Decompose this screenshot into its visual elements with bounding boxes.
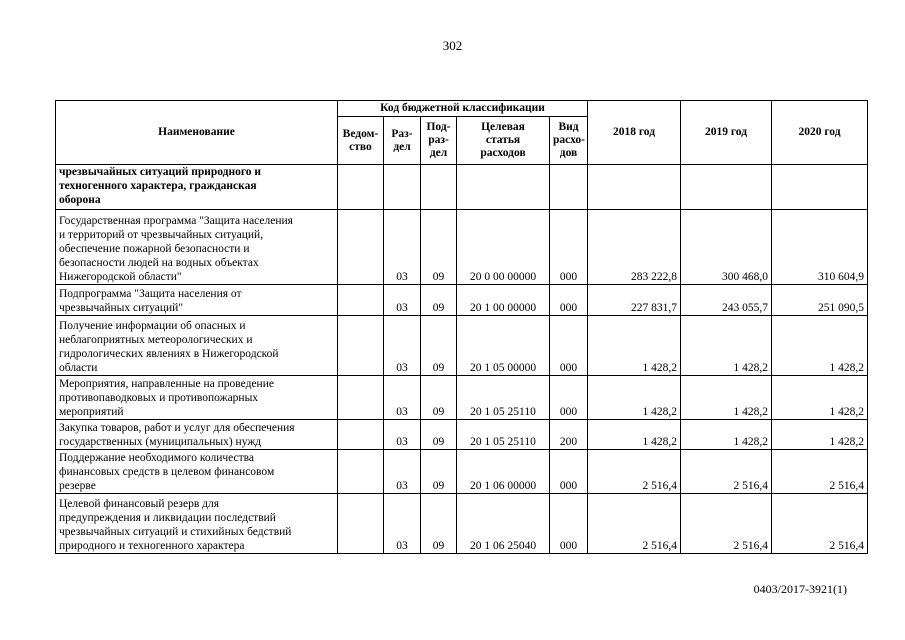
target-article-cell: 20 1 06 00000 — [457, 450, 550, 494]
expense-type-cell: 000 — [550, 494, 588, 554]
table-row — [56, 165, 868, 210]
table-row — [56, 494, 868, 554]
budget-table — [55, 100, 868, 554]
expense-type-cell: 000 — [550, 450, 588, 494]
podrazdel-cell — [421, 165, 457, 210]
amount-2019-cell: 243 055,7 — [681, 285, 772, 316]
razdel-cell: 03 — [384, 210, 421, 285]
podrazdel-cell: 09 — [421, 494, 457, 554]
expense-type-cell: 000 — [550, 376, 588, 420]
target-article-cell: 20 0 00 00000 — [457, 210, 550, 285]
amount-2020-cell: 1 428,2 — [772, 376, 868, 420]
table-body — [56, 165, 868, 554]
amount-2020-cell: 1 428,2 — [772, 316, 868, 376]
row-name-cell: Получение информации об опасных и неблагоприятных метеорологических и гидрологических явлениях в Нижегородской области — [56, 316, 338, 376]
razdel-cell: 03 — [384, 450, 421, 494]
amount-2019-cell: 2 516,4 — [681, 494, 772, 554]
amount-2018-cell — [588, 165, 681, 210]
header-2020: 2020 год — [772, 101, 868, 165]
expense-type-cell: 000 — [550, 316, 588, 376]
razdel-cell: 03 — [384, 376, 421, 420]
vedomstvo-cell — [338, 165, 384, 210]
razdel-cell: 03 — [384, 420, 421, 450]
razdel-cell — [384, 165, 421, 210]
target-article-cell: 20 1 05 25110 — [457, 376, 550, 420]
target-article-cell: 20 1 06 25040 — [457, 494, 550, 554]
expense-type-cell: 200 — [550, 420, 588, 450]
vedomstvo-cell — [338, 316, 384, 376]
target-article-cell: 20 1 05 25110 — [457, 420, 550, 450]
amount-2018-cell: 2 516,4 — [588, 450, 681, 494]
amount-2020-cell — [772, 165, 868, 210]
razdel-cell: 03 — [384, 494, 421, 554]
amount-2018-cell: 1 428,2 — [588, 420, 681, 450]
amount-2020-cell: 2 516,4 — [772, 494, 868, 554]
row-name-cell: Целевой финансовый резерв для предупреждения и ликвидации последствий чрезвычайных ситуаций и стихийных бедствий природного и техногенного характера — [56, 494, 338, 554]
vedomstvo-cell — [338, 420, 384, 450]
header-2019: 2019 год — [681, 101, 772, 165]
amount-2018-cell: 2 516,4 — [588, 494, 681, 554]
amount-2018-cell: 227 831,7 — [588, 285, 681, 316]
target-article-cell: 20 1 00 00000 — [457, 285, 550, 316]
header-expense-type: Вид расхо- дов — [550, 117, 588, 165]
header-razdel: Раз- дел — [384, 117, 421, 165]
table-header — [56, 101, 868, 165]
header-classification-group: Код бюджетной классификации — [338, 101, 588, 117]
amount-2019-cell: 1 428,2 — [681, 420, 772, 450]
vedomstvo-cell — [338, 210, 384, 285]
table-row — [56, 450, 868, 494]
header-target-article: Целевая статья расходов — [457, 117, 550, 165]
header-2018: 2018 год — [588, 101, 681, 165]
target-article-cell: 20 1 05 00000 — [457, 316, 550, 376]
amount-2018-cell: 283 222,8 — [588, 210, 681, 285]
amount-2019-cell: 1 428,2 — [681, 376, 772, 420]
row-name-cell: Мероприятия, направленные на проведение противопаводковых и противопожарных мероприятий — [56, 376, 338, 420]
expense-type-cell: 000 — [550, 210, 588, 285]
vedomstvo-cell — [338, 494, 384, 554]
row-name-cell: чрезвычайных ситуаций природного и техногенного характера, гражданская оборона — [56, 165, 338, 210]
row-name-cell: Подпрограмма "Защита населения от чрезвычайных ситуаций" — [56, 285, 338, 316]
table-row — [56, 210, 868, 285]
expense-type-cell: 000 — [550, 285, 588, 316]
amount-2020-cell: 310 604,9 — [772, 210, 868, 285]
vedomstvo-cell — [338, 450, 384, 494]
podrazdel-cell: 09 — [421, 376, 457, 420]
row-name-cell: Закупка товаров, работ и услуг для обеспечения государственных (муниципальных) нужд — [56, 420, 338, 450]
amount-2018-cell: 1 428,2 — [588, 376, 681, 420]
amount-2018-cell: 1 428,2 — [588, 316, 681, 376]
podrazdel-cell: 09 — [421, 285, 457, 316]
header-podrazdel: Под- раз- дел — [421, 117, 457, 165]
amount-2020-cell: 2 516,4 — [772, 450, 868, 494]
vedomstvo-cell — [338, 376, 384, 420]
amount-2020-cell: 1 428,2 — [772, 420, 868, 450]
document-code: 0403/2017-3921(1) — [753, 582, 847, 596]
amount-2019-cell — [681, 165, 772, 210]
amount-2019-cell: 1 428,2 — [681, 316, 772, 376]
podrazdel-cell: 09 — [421, 210, 457, 285]
row-name-cell: Поддержание необходимого количества финансовых средств в целевом финансовом резерве — [56, 450, 338, 494]
table-row — [56, 316, 868, 376]
podrazdel-cell: 09 — [421, 450, 457, 494]
header-vedomstvo: Ведом- ство — [338, 117, 384, 165]
expense-type-cell — [550, 165, 588, 210]
razdel-cell: 03 — [384, 285, 421, 316]
amount-2019-cell: 2 516,4 — [681, 450, 772, 494]
page-number: 302 — [442, 38, 463, 53]
amount-2020-cell: 251 090,5 — [772, 285, 868, 316]
row-name-cell: Государственная программа "Защита населения и территорий от чрезвычайных ситуаций, обеспечение пожарной безопасности и безопасности людей на водных объектах Нижегородской области" — [56, 210, 338, 285]
podrazdel-cell: 09 — [421, 420, 457, 450]
header-name: Наименование — [56, 101, 338, 165]
table-row — [56, 420, 868, 450]
razdel-cell: 03 — [384, 316, 421, 376]
table-row — [56, 376, 868, 420]
table-row — [56, 285, 868, 316]
target-article-cell — [457, 165, 550, 210]
podrazdel-cell: 09 — [421, 316, 457, 376]
vedomstvo-cell — [338, 285, 384, 316]
amount-2019-cell: 300 468,0 — [681, 210, 772, 285]
